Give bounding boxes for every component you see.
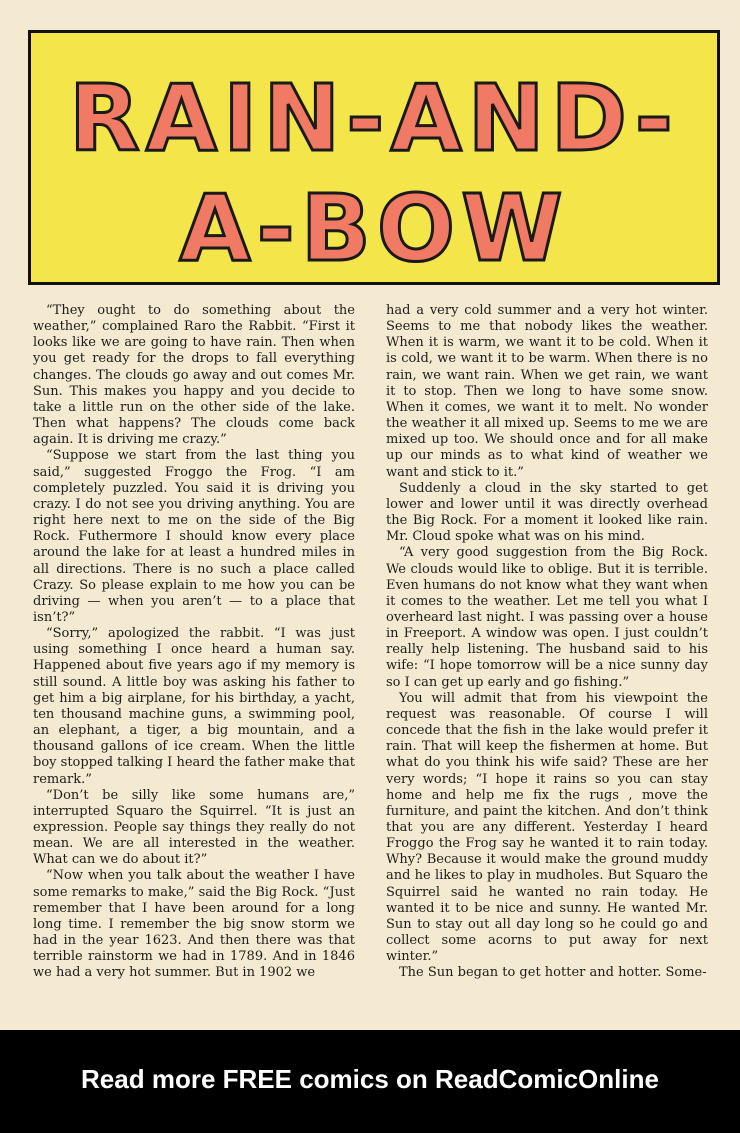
story-paragraph: “Suppose we start from the last thing you said,” suggested Froggo the Frog. “I am completely puzzled. You said it is driving you crazy. I do not see you driving anything. You are right here next to me on the side of the Big Rock. Futhermore I should know every place around the lake for at least a hundred miles in all directions. There is no such a place called Crazy. So please explain to me how you can be driving — when you aren’t — to a place that isn’t?” xyxy=(33,448,355,625)
story-paragraph-continued: had a very cold summer and a very hot winter. Seems to me that nobody likes the weather. When it is warm, we want it to be cold. When it is cold, we want it to be warm. When there is no rain, we want rain. When we get rain, we want it to stop. Then we long to have some snow. When it comes, we want it to melt. No wonder the weather it all mixed up. Seems to me we are mixed up too. We should once and for all make up our minds as to what kind of weather we want and stick to it.” xyxy=(386,303,708,480)
story-paragraph: The Sun began to get hotter and hotter. Some- xyxy=(399,965,707,981)
story-paragraph: “A very good suggestion from the Big Rock. We clouds would like to oblige. But it is terrible. Even humans do not know what they want when it comes to the weather. Let me tell you what I overheard last night. I was passing over a house in Freeport. A window was open. I just couldn’t really help listening. The husband said to his wife: “I hope tomorrow will be a nice sunny day so I can get up early and go fishing.” xyxy=(386,545,708,690)
story-paragraph: “Sorry,” apologized the rabbit. “I was just using something I once heard a human say. Happened about five years ago if my memory is still sound. A little boy was asking his father to get him a big airplane, for his birthday, a yacht, ten thousand machine guns, a swimming pool, an elephant, a tiger, a big mountain, and a thousand gallons of ice cream. When the little boy stopped talking I heard the father make that remark.” xyxy=(33,626,355,787)
story-column-left xyxy=(33,303,355,982)
story-paragraph: “Don’t be silly like some humans are,” interrupted Squaro the Squirrel. “It is just an expression. People say things they really do not mean. We are all interested in the weather. What can we do about it?” xyxy=(33,787,355,868)
footer-banner xyxy=(0,1030,740,1133)
story-paragraph: “Now when you talk about the weather I have some remarks to make,” said the Big Rock. “Just remember that I have been around for a long long time. I remember the big snow storm we had in the year 1623. And then there was that terrible rainstorm we had in 1789. And in 1846 we had a very hot summer. But in 1902 we xyxy=(33,868,355,981)
title-line-2: A-BOW xyxy=(179,175,569,282)
story-paragraph: “They ought to do something about the weather,” complained Raro the Rabbit. “First it looks like we are going to have rain. Then when you get ready for the drops to fall everything changes. The clouds go away and out comes Mr. Sun. This makes you happy and you decide to take a little run on the other side of the lake. Then what happens? The clouds come back again. It is driving me crazy.” xyxy=(33,303,355,448)
title-panel xyxy=(28,30,720,285)
title-line-1: RAIN-AND- xyxy=(69,65,679,172)
footer-link[interactable]: Read more FREE comics on ReadComicOnline xyxy=(81,1064,659,1094)
story-paragraph: You will admit that from his viewpoint the request was reasonable. Of course I will concede that the fish in the lake would prefer it rain. That will keep the fishermen at home. But what do you think his wife said? These are her very words; “I hope it rains so you can stay home and help me fix the rugs , move the furniture, and paint the kitchen. And don’t think that you are any different. Yesterday I heard Froggo the Frog say he wanted it to rain today. Why? Because it would make the ground muddy and he likes to play in mudholes. But Squaro the Squirrel said he wanted no rain today. He wanted it to be nice and sunny. He wanted Mr. Sun to stay out all day long so he could go and collect some acorns to put away for next winter.” xyxy=(386,690,708,965)
story-column-right xyxy=(386,303,708,982)
story-paragraph: Suddenly a cloud in the sky started to get lower and lower until it was directly overhead the Big Rock. For a moment it looked like rain. Mr. Cloud spoke what was on his mind. xyxy=(386,480,708,545)
